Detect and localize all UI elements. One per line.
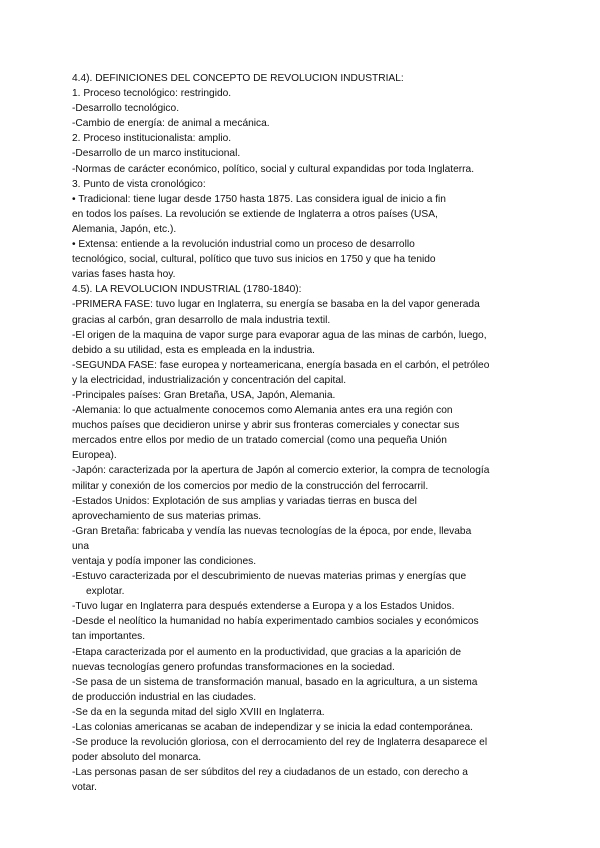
text-line: gracias al carbón, gran desarrollo de mala industria textil. bbox=[72, 314, 331, 326]
text-line: en todos los países. La revolución se extiende de Inglaterra a otros países (USA, bbox=[72, 208, 438, 220]
text-line: -Principales países: Gran Bretaña, USA, Japón, Alemania. bbox=[72, 389, 336, 401]
text-line: -Estuvo caracterizada por el descubrimiento de nuevas materias primas y energías que bbox=[72, 571, 467, 583]
text-line: -Estados Unidos: Explotación de sus amplias y variadas tierras en busca del bbox=[72, 495, 417, 507]
text-line: 1. Proceso tecnológico: restringido. bbox=[72, 88, 232, 100]
text-line: -SEGUNDA FASE: fase europea y norteamericana, energía basada en el carbón, el petróleo bbox=[72, 359, 490, 371]
text-line: -Las colonias americanas se acaban de independizar y se inicia la edad contemporánea. bbox=[72, 722, 473, 734]
text-line: -Gran Bretaña: fabricaba y vendía las nuevas tecnologías de la época, por ende, llevaba bbox=[72, 525, 472, 537]
text-line: y la electricidad, industrialización y concentración del capital. bbox=[72, 374, 347, 386]
text-line: -Japón: caracterizada por la apertura de Japón al comercio exterior, la compra de tecnología bbox=[72, 465, 490, 477]
text-line: • Tradicional: tiene lugar desde 1750 hasta 1875. Las considera igual de inicio a fin bbox=[72, 193, 446, 205]
text-line: mercados entre ellos por medio de un tratado comercial (como una pequeña Unión bbox=[72, 435, 447, 447]
text-line: -Normas de carácter económico, político, social y cultural expandidas por toda Inglaterra. bbox=[72, 163, 475, 175]
text-line: -Las personas pasan de ser súbditos del rey a ciudadanos de un estado, con derecho a bbox=[72, 767, 468, 779]
text-line: -Se pasa de un sistema de transformación manual, basado en la agricultura, a un sistema bbox=[72, 676, 478, 688]
text-line: -El origen de la maquina de vapor surge para evaporar agua de las minas de carbón, luego, bbox=[72, 329, 487, 341]
text-line: militar y conexión de los comercios por medio de la construcción del ferrocarril. bbox=[72, 480, 429, 492]
text-line: -Alemania: lo que actualmente conocemos como Alemania antes era una región con bbox=[72, 405, 453, 417]
text-line: nuevas tecnologías genero profundas transformaciones en la sociedad. bbox=[72, 661, 395, 673]
document-body bbox=[72, 71, 542, 796]
text-line: muchos países que decidieron unirse y abrir sus fronteras comerciales y conectar sus bbox=[72, 420, 460, 432]
text-line: -Cambio de energía: de animal a mecánica. bbox=[72, 118, 270, 130]
text-line: ventaja y podía imponer las condiciones. bbox=[72, 556, 257, 567]
text-line: Europea). bbox=[72, 450, 117, 462]
text-line: -Se da en la segunda mitad del siglo XVIII en Inglaterra. bbox=[72, 706, 325, 718]
text-line: -Desde el neolítico la humanidad no había experimentado cambios sociales y económicos bbox=[72, 616, 479, 628]
text-line: -Etapa caracterizada por el aumento en la productividad, que gracias a la aparición de bbox=[72, 646, 462, 658]
text-line: varias fases hasta hoy. bbox=[72, 269, 176, 281]
text-line: -Tuvo lugar en Inglaterra para después extenderse a Europa y a los Estados Unidos. bbox=[72, 601, 455, 613]
text-line: -Desarrollo de un marco institucional. bbox=[72, 148, 241, 160]
text-line: debido a su utilidad, esta es empleada en la industria. bbox=[72, 344, 315, 356]
text-line: Alemania, Japón, etc.). bbox=[72, 223, 177, 235]
text-line: 3. Punto de vista cronológico: bbox=[72, 178, 206, 190]
text-line: 4.5). LA REVOLUCION INDUSTRIAL (1780-1840): bbox=[72, 284, 302, 296]
text-line: poder absoluto del monarca. bbox=[72, 752, 202, 764]
text-line: -PRIMERA FASE: tuvo lugar en Inglaterra, su energía se basaba en la del vapor generada bbox=[72, 299, 480, 311]
text-line: explotar. bbox=[86, 586, 125, 598]
text-line: -Se produce la revolución gloriosa, con el derrocamiento del rey de Inglaterra desaparece el bbox=[72, 737, 488, 749]
text-line: aprovechamiento de sus materias primas. bbox=[72, 510, 262, 522]
text-line: -Desarrollo tecnológico. bbox=[72, 103, 180, 115]
text-line: 2. Proceso institucionalista: amplio. bbox=[72, 133, 232, 145]
text-line: • Extensa: entiende a la revolución industrial como un proceso de desarrollo bbox=[72, 239, 415, 251]
text-line: tecnológico, social, cultural, político que tuvo sus inicios en 1750 y que ha tenido bbox=[72, 254, 436, 266]
text-line: 4.4). DEFINICIONES DEL CONCEPTO DE REVOLUCION INDUSTRIAL: bbox=[72, 73, 404, 84]
text-line: de producción industrial en las ciudades. bbox=[72, 691, 257, 703]
text-line: tan importantes. bbox=[72, 631, 146, 643]
text-line: votar. bbox=[72, 782, 97, 794]
text-line: una bbox=[72, 540, 89, 552]
